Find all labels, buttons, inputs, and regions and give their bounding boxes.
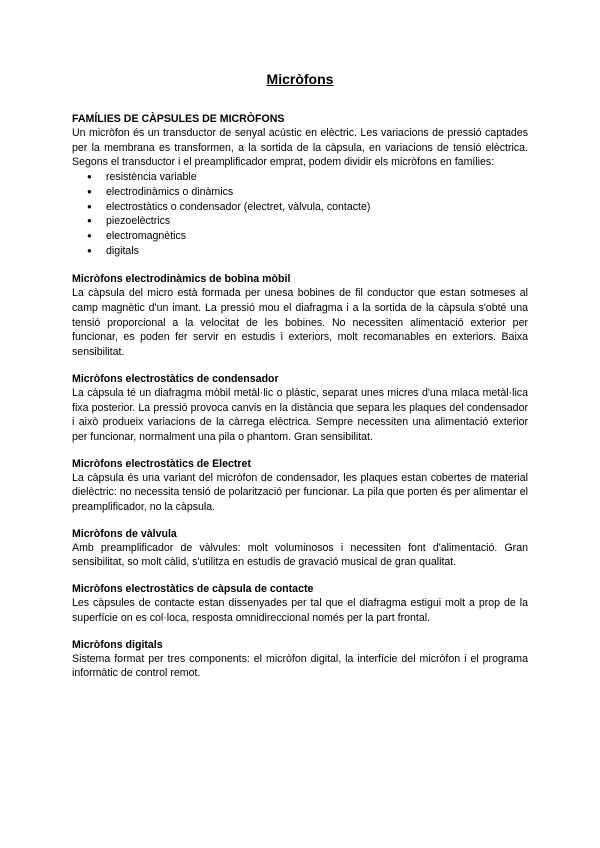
page-title: Micròfons: [266, 71, 334, 87]
list-item: ● electrostàtics o condensador (electret, vàlvula, contacte): [106, 200, 528, 215]
section-heading: Micròfons de vàlvula: [72, 527, 177, 540]
list-item: ● digitals: [106, 244, 528, 259]
section-paragraph: Amb preamplificador de vàlvules: molt voluminosos i necessiten font d'alimentació. Gran sensibilitat, so molt càlid, s'utilitza en estudis de gravació musical de gran qualitat.: [72, 541, 528, 569]
section-heading: Micròfons electrostàtics de Electret: [72, 457, 251, 470]
intro-paragraph: Un micròfon és un transductor de senyal acústic en elèctric. Les variacions de pressió captades per la membrana es transformen, a la sortida de la càpsula, en variacions de tensió elèctrica. Segons el transductor i el preamplificador emprat, podem dividir els micròfons en famílies:: [72, 127, 528, 169]
section-paragraph: La càpsula del micro està formada per unesa bobines de fil conductor que estan sotmeses al camp magnètic d'un imant. La pressió mou el diafragma i a la sortida de la càpsula s'obté una tensió proporcional a la velocitat de les bobines. No necessiten alimentació exterior per funcionar, es poden fer servir en estudis i exteriors, molt recomanables en exteriors. Baixa sensibilitat.: [72, 287, 528, 359]
section-condensador: [72, 372, 528, 445]
section-heading: Micròfons digitals: [72, 638, 163, 651]
list-item: ● electromagnètics: [106, 229, 528, 244]
list-item: ● resistència variable: [106, 170, 528, 185]
section-paragraph: La càpsula té un diafragma mòbil metàl·lic o plàstic, separat unes micres d'una mlaca metàl·lica fixa posterior. La pressió provoca canvis en la distància que separa les plaques del condensador i això produeix variacions de la càrrega elèctrica. Sempre necessiten una alimentació exterior per funcionar, normalment una pila o phantom. Gran sensibilitat.: [72, 386, 528, 443]
section-paragraph: Sistema format per tres components: el micròfon digital, la interfície del micròfon i el programa informàtic de control remot.: [72, 652, 528, 680]
intro-section: [72, 112, 528, 258]
section-contacte: [72, 582, 528, 625]
intro-heading: FAMÍLIES DE CÀPSULES DE MICRÒFONS: [72, 113, 285, 125]
list-item: ● electrodinàmics o dinàmics: [106, 185, 528, 200]
section-heading: Micròfons electrostàtics de càpsula de contacte: [72, 583, 314, 596]
section-paragraph: Les càpsules de contacte estan dissenyades per tal que el diafragma estigui molt a prop de la superfície on es col·loca, resposta omnidireccional només per la part frontal.: [72, 597, 528, 624]
list-item: ● piezoelèctrics: [106, 214, 528, 229]
section-paragraph: La càpsula és una variant del micròfon de condensador, les plaques estan cobertes de material dielèctric: no necessita tensió de polarització per funcionar. La pila que porten és per alimentar el preamplificador, no la càpsula.: [72, 471, 528, 514]
families-list: [72, 170, 528, 258]
section-heading: Micròfons electrostàtics de condensador: [72, 372, 279, 385]
section-electrodinamics: [72, 272, 528, 360]
section-heading: Micròfons electrodinàmics de bobina mòbil: [72, 273, 291, 286]
section-digitals: [72, 638, 528, 681]
section-valvula: [72, 527, 528, 570]
document-page: [72, 70, 528, 681]
section-electret: [72, 457, 528, 515]
